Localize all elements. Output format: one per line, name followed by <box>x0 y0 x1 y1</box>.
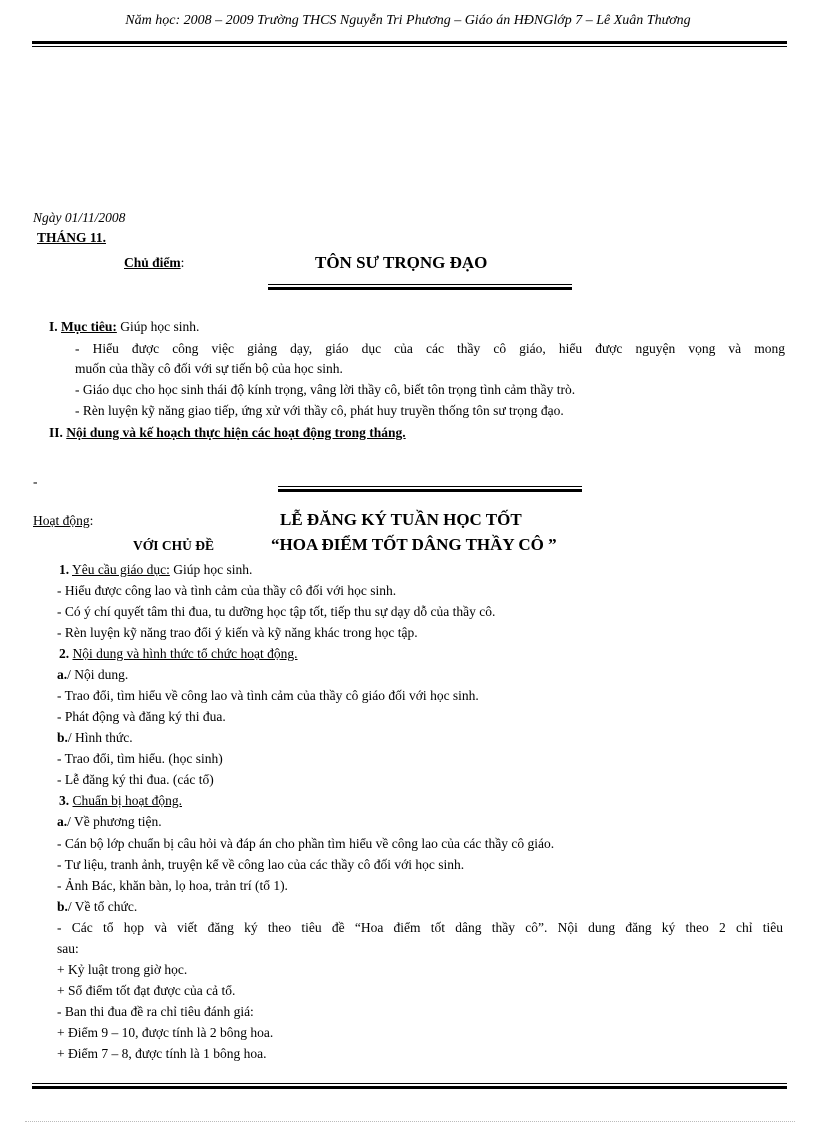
part3-b-heading <box>57 899 137 915</box>
section1-number: I. <box>49 319 58 334</box>
part2-number: 2. <box>59 646 70 661</box>
part1-item-2: - Có ý chí quyết tâm thi đua, tu dưỡng học tập tốt, tiếp thu sự dạy dỗ của thầy cô. <box>57 604 496 619</box>
part3-b-item-2: + Sổ điểm tốt đạt được của cả tổ. <box>57 983 236 998</box>
theme-title: TÔN SƯ TRỌNG ĐẠO <box>315 253 488 272</box>
part3-b-paragraph-cont: sau: <box>57 941 79 956</box>
part2-label: Nội dung và hình thức tổ chức hoạt động. <box>72 646 298 661</box>
part3-b-item-4: + Điểm 9 – 10, được tính là 2 bông hoa. <box>57 1025 274 1040</box>
part3-a-label: a. <box>57 814 68 829</box>
activity-label-row <box>33 513 93 529</box>
section2-heading <box>49 425 406 441</box>
part2-b-text: / Hình thức. <box>67 730 133 745</box>
part2-b-label: b. <box>57 730 68 745</box>
part2-a-label: a. <box>57 667 68 682</box>
part1-item-1: - Hiểu được công lao và tình cảm của thầy cô đối với học sinh. <box>57 583 397 598</box>
activity-theme-label: VỚI CHỦ ĐỀ <box>133 538 215 553</box>
page-edge <box>25 1121 795 1122</box>
footer-rule <box>32 1083 787 1084</box>
part3-b-item-5: + Điểm 7 – 8, được tính là 1 bông hoa. <box>57 1046 267 1061</box>
part1-intro: Giúp học sinh. <box>169 562 253 577</box>
part2-a-item-1: - Trao đổi, tìm hiểu về công lao và tình cảm của thầy cô giáo đối với học sinh. <box>57 688 479 703</box>
part1-item-3: - Rèn luyện kỹ năng trao đổi ý kiến và kỹ năng khác trong học tập. <box>57 625 418 640</box>
part1-heading <box>59 562 252 578</box>
section1-item-1-cont: muốn của thầy cô đối với sự tiến bộ của học sinh. <box>75 361 343 376</box>
activity-title-1: LỄ ĐĂNG KÝ TUẦN HỌC TỐT <box>280 510 522 529</box>
part2-a-text: / Nội dung. <box>67 667 129 682</box>
part3-b-label: b. <box>57 899 68 914</box>
theme-colon: : <box>180 255 185 270</box>
activity-colon: : <box>89 513 94 528</box>
section1-item-1: - Hiểu được công việc giảng dạy, giáo dục của các thầy cô giáo, hiểu được nguyện vọng và mong <box>75 341 785 356</box>
part3-b-text: / Về tổ chức. <box>67 899 138 914</box>
part3-a-item-2: - Tư liệu, tranh ảnh, truyện kể về công lao của các thầy cô đối với học sinh. <box>57 857 465 872</box>
section2-label: Nội dung và kế hoạch thực hiện các hoạt động trong tháng. <box>66 425 406 440</box>
part3-b-item-3: - Ban thi đua đề ra chỉ tiêu đánh giá: <box>57 1004 254 1019</box>
section2-number: II. <box>49 425 63 440</box>
part1-number: 1. <box>59 562 70 577</box>
month-heading: THÁNG 11. <box>37 230 107 245</box>
part2-heading <box>59 646 297 662</box>
section1-heading <box>49 319 199 335</box>
section1-intro: Giúp học sinh. <box>116 319 200 334</box>
page-header: Năm học: 2008 – 2009 Trường THCS Nguyễn Tri Phương – Giáo án HĐNGlớp 7 – Lê Xuân Thương <box>125 13 691 28</box>
stray-dash: - <box>33 474 38 489</box>
activity-label: Hoạt động <box>33 513 90 528</box>
activity-rule <box>278 486 582 487</box>
part3-b-paragraph: - Các tổ họp và viết đăng ký theo tiêu đề “Hoa điểm tốt dâng thầy cô”. Nội dung đăng ký theo 2 chỉ tiêu <box>57 920 783 935</box>
part2-b-heading <box>57 730 133 746</box>
part3-heading <box>59 793 182 809</box>
part1-label: Yêu cầu giáo dục: <box>72 562 170 577</box>
part3-label: Chuẩn bị hoạt động. <box>72 793 182 808</box>
section1-item-3: - Rèn luyện kỹ năng giao tiếp, ứng xử với thầy cô, phát huy truyền thống tôn sư trọng đạo. <box>75 403 564 418</box>
theme-underline <box>268 284 572 285</box>
section1-item-2: - Giáo dục cho học sinh thái độ kính trọng, vâng lời thầy cô, biết tôn trọng tình cảm thầy trò. <box>75 382 576 397</box>
part3-b-item-1: + Kỷ luật trong giờ học. <box>57 962 188 977</box>
activity-title-2: “HOA ĐIỂM TỐT DÂNG THẦY CÔ ” <box>271 535 557 554</box>
part2-b-item-2: - Lễ đăng ký thi đua. (các tổ) <box>57 772 214 787</box>
part3-a-text: / Về phương tiện. <box>67 814 162 829</box>
section1-label: Mục tiêu: <box>61 319 117 334</box>
part3-a-item-1: - Cán bộ lớp chuẩn bị câu hỏi và đáp án cho phần tìm hiểu về công lao của các thầy cô giáo. <box>57 836 555 851</box>
lesson-date: Ngày 01/11/2008 <box>33 210 126 225</box>
theme-label: Chủ điểm <box>124 255 181 270</box>
theme-label-row <box>124 255 184 271</box>
part2-b-item-1: - Trao đổi, tìm hiểu. (học sinh) <box>57 751 223 766</box>
part3-a-item-3: - Ảnh Bác, khăn bàn, lọ hoa, trản trí (tổ 1). <box>57 878 288 893</box>
part3-number: 3. <box>59 793 70 808</box>
part3-a-heading <box>57 814 162 830</box>
header-rule <box>32 41 787 44</box>
part2-a-item-2: - Phát động và đăng ký thi đua. <box>57 709 226 724</box>
part2-a-heading <box>57 667 128 683</box>
